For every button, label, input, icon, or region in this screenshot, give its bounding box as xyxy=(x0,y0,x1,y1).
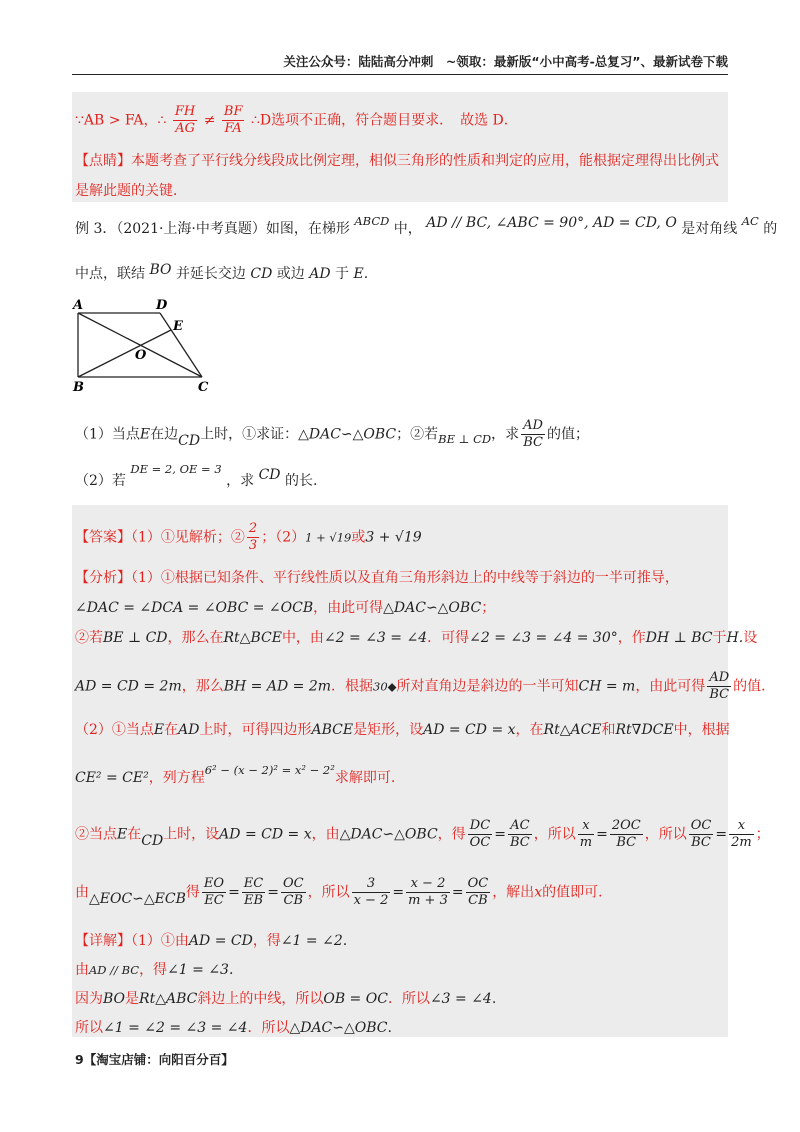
answer-line: 【答案】（1）①见解析；② $\frac{2}{3}$ ；（2）1 + √19或3 + √19 xyxy=(75,521,422,553)
question-1: （1）当点E在边CD上时，①求证：△DAC∽△OBC；②若$_{BE \perp CD}$，求 $\frac{AD}{BC}$ 的值； xyxy=(75,418,589,450)
analysis-line5: （2）①当点E在AD上时，可得四边形ABCE是矩形，设AD = CD = x，在Rt△ACE和Rt∇DCE中，根据 xyxy=(75,722,730,738)
detail-line3: 因为BO是Rt△ABC斜边上的中线，所以OB = OC．所以∠3 = ∠4. xyxy=(75,991,497,1007)
label-e: E xyxy=(173,319,183,334)
page-footer: 9【淘宝店铺：向阳百分百】 xyxy=(75,1052,234,1067)
page-header: 关注公众号：陆陆高分冲刺 ~领取：最新版“小中高考-总复习”、最新试卷下载 xyxy=(72,52,728,75)
detail-line4: 所以∠1 = ∠2 = ∠3 = ∠4．所以△DAC∽△OBC. xyxy=(75,1020,392,1036)
analysis-line8: 由△EOC∽△ECB得 $\frac{EO}{EC}$ = $\frac{EC}{EB}$ = $\frac{OC}{CB}$ ，所以 $\frac{3}{x - 2}$ = $\frac{x - 2}{m + 3}$ = $\frac{OC}{CB}$ ，解出x的值即可. xyxy=(75,876,603,908)
trapezoid-figure xyxy=(70,295,220,395)
question-2: （2）若 $^{DE = 2, OE = 3}$ ，求 CD 的长. xyxy=(75,462,318,489)
analysis-line3: ②若BE ⊥ CD，那么在Rt△BCE中，由∠2 = ∠3 = ∠4．可得∠2 = ∠3 = ∠4 = 30°，作DH ⊥ BC于H.设 xyxy=(75,630,758,646)
label-b: B xyxy=(73,380,84,395)
analysis-line7: ②当点E在CD上时，设AD = CD = x，由△DAC∽△OBC，得 $\frac{DC}{OC}$ = $\frac{AC}{BC}$ ，所以 $\frac{x}{m}$ = $\frac{2OC}{BC}$ ，所以 $\frac{OC}{BC}$ = $\frac{x}{2m}$ ； xyxy=(75,818,770,850)
analysis-line6: CE² = CE²，列方程$^{6^2 - (x - 2)^2 = x^2 - 2^2}$求解即可. xyxy=(75,763,396,786)
block1-remark-cont: 是解此题的关键． xyxy=(75,183,187,199)
block1-remark: 【点睛】本题考查了平行线分线段成比例定理，相似三角形的性质和判定的应用，能根据定理得出比例式 xyxy=(75,153,719,169)
label-o: O xyxy=(135,348,147,363)
example-line2: 中点，联结 BO 并延长交边 CD 或边 AD 于 E. xyxy=(75,262,369,282)
detail-line2: 由AD // BC，得∠1 = ∠3. xyxy=(75,962,234,978)
label-c: C xyxy=(198,380,209,395)
block1-line1: ∵AB > FA，∴ $\frac{FH}{AG}$ ≠ $\frac{BF}{FA}$ ∴D选项不正确，符合题目要求． 故选 D． xyxy=(75,104,518,136)
label-a: A xyxy=(73,298,84,313)
analysis-line4: AD = CD = 2m，那么BH = AD = 2m．根据30◆所对直角边是斜边的一半可知CH = m，由此可得 $\frac{AD}{BC}$ 的值． xyxy=(75,670,776,702)
analysis-line2: ∠DAC = ∠DCA = ∠OBC = ∠OCB，由此可得△DAC∽△OBC； xyxy=(75,600,496,616)
analysis-line1: 【分析】（1）①根据已知条件、平行线性质以及直角三角形斜边上的中线等于斜边的一半可推导， xyxy=(75,570,679,586)
label-d: D xyxy=(156,298,168,313)
example-line1: 例 3．（2021·上海·中考真题）如图，在梯形 $^{ABCD}$ 中， AD // BC, ∠ABC = 90°, AD = CD, O 是对角线 $^{AC}$ 的 xyxy=(75,214,778,237)
detail-line1: 【详解】（1）①由AD = CD，得∠1 = ∠2. xyxy=(75,933,348,949)
